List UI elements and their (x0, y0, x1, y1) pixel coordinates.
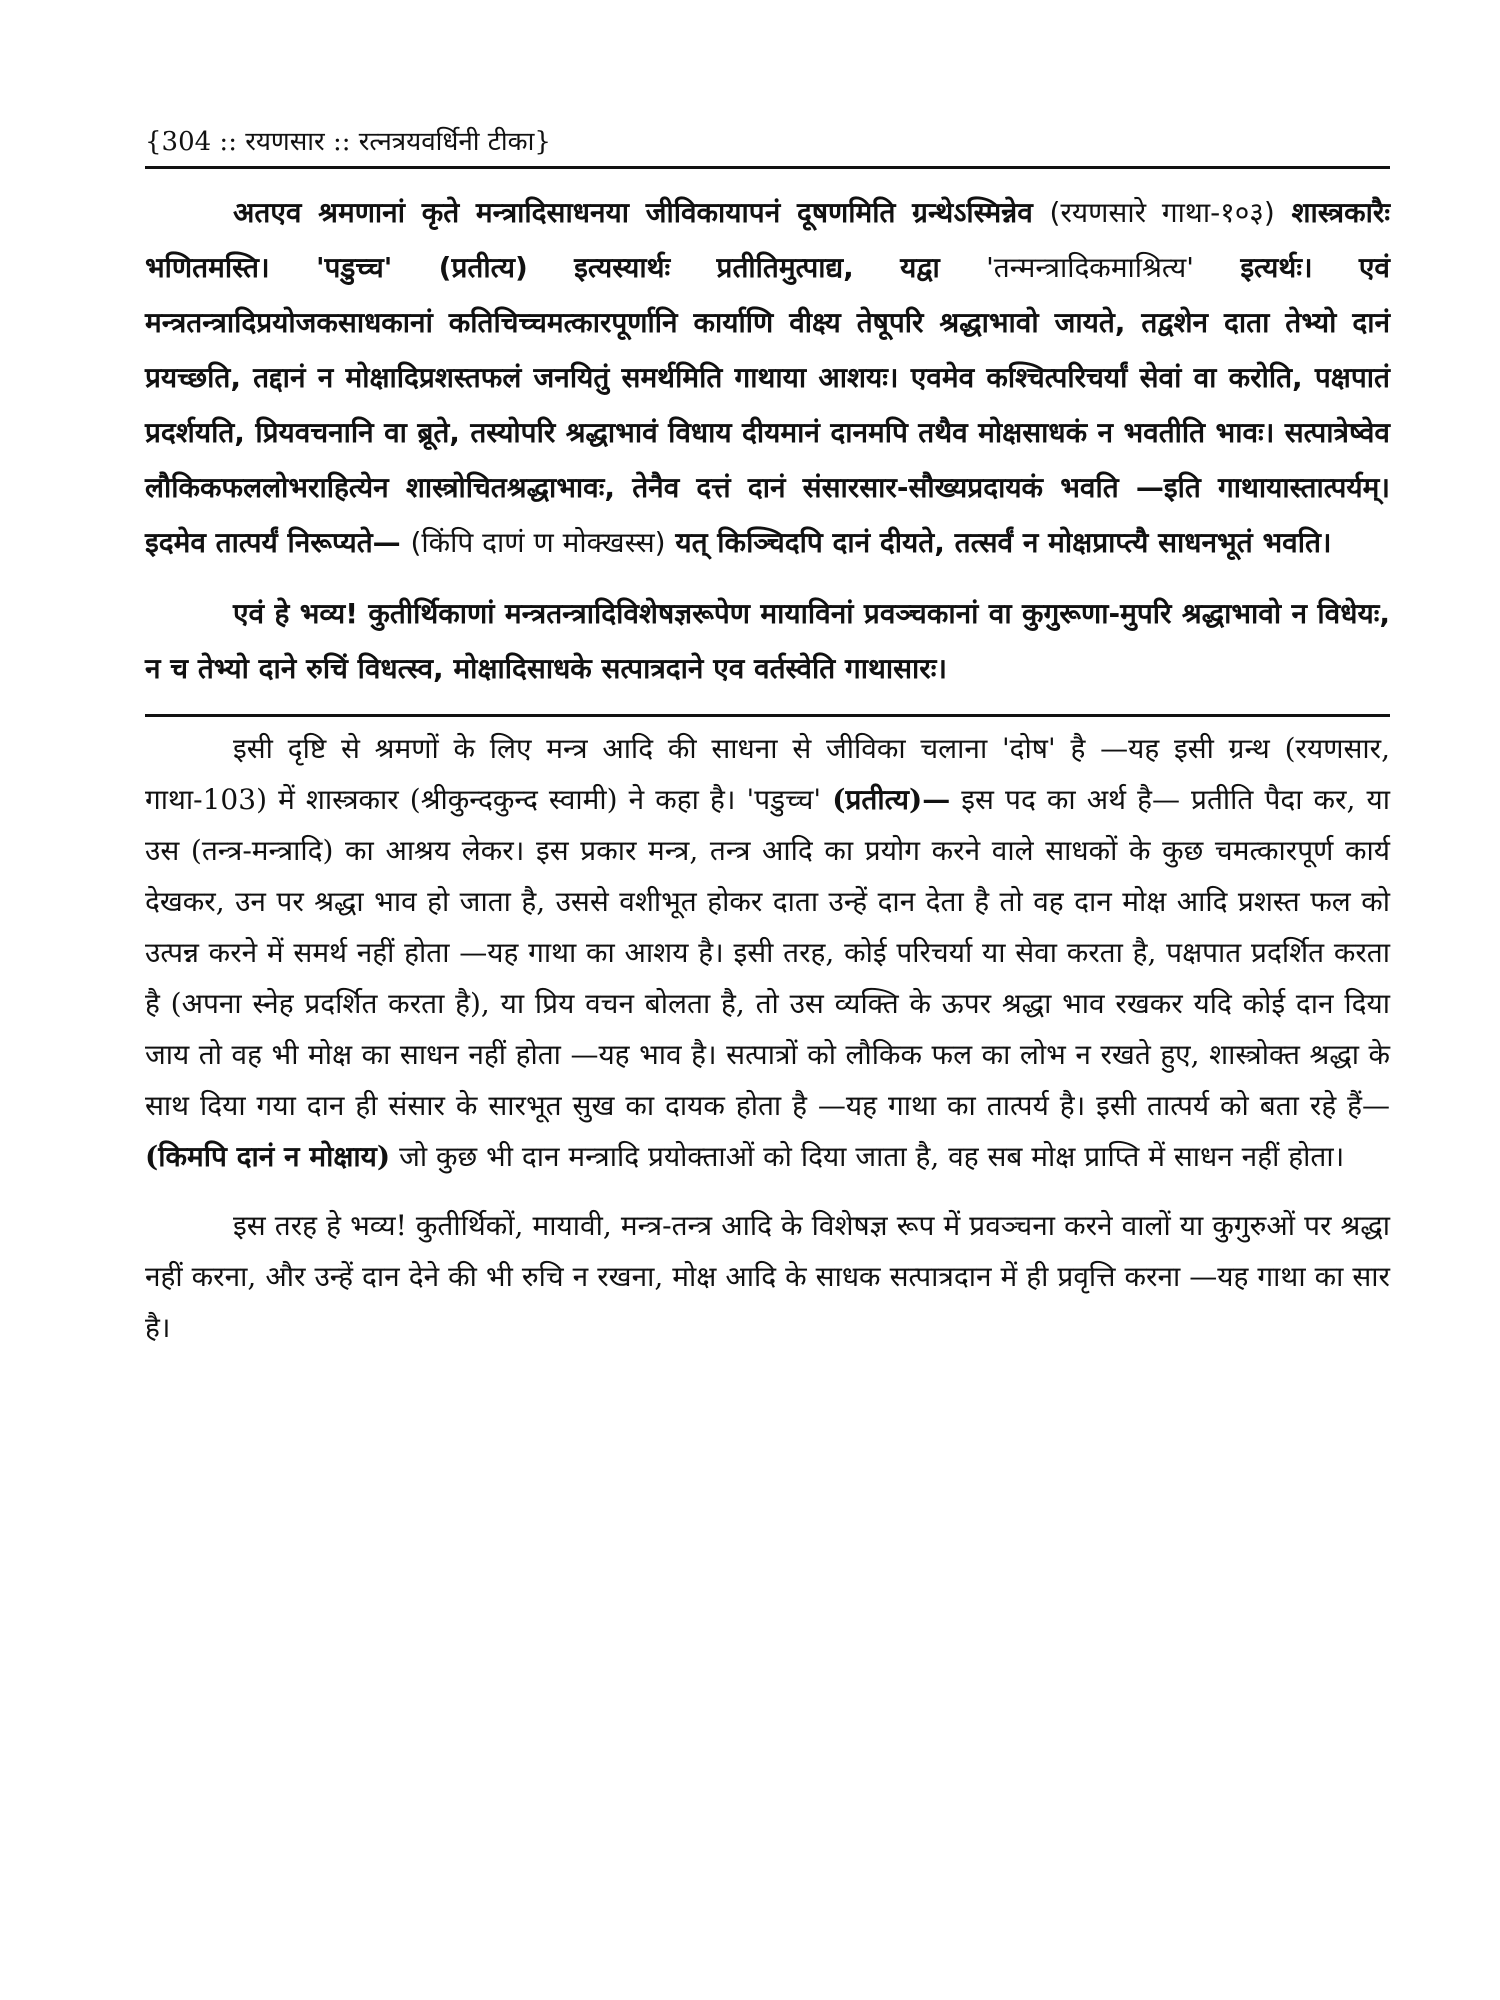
hindi-text: इस पद का अर्थ है— प्रतीति पैदा कर, या उस (तन्त्र-मन्त्रादि) का आश्रय लेकर। इस प्रकार मन्त्र, तन्त्र आदि का प्रयोग करने वाले साधकों के कुछ चमत्कारपूर्ण कार्य देखकर, उन पर श्रद्धा भाव हो जाता है, उससे वशीभूत होकर दाता उन्हें दान देता है तो वह दान मोक्ष आदि प्रशस्त फल को उत्पन्न करने में समर्थ नहीं होता —यह गाथा का आशय है। इसी तरह, कोई परिचर्या या सेवा करता है, पक्षपात प्रदर्शित करता है (अपना स्नेह प्रदर्शित करता है), या प्रिय वचन बोलता है, तो उस व्यक्ति के ऊपर श्रद्धा भाव रखकर यदि कोई दान दिया जाय तो वह भी मोक्ष का साधन नहीं होता —यह भाव है। सत्पात्रों को लौकिक फल का लोभ न रखते हुए, शास्त्रोक्त श्रद्धा के साथ दिया गया दान ही संसार के सारभूत सुख का दायक होता है —यह गाथा का तात्पर्य है। इसी तात्पर्य को बता रहे हैं— (145, 783, 1390, 1122)
section-rule (145, 714, 1390, 717)
sanskrit-quote: 'तन्मन्त्रादिकमाश्रित्य' (986, 251, 1194, 284)
hindi-translation-paragraph (145, 723, 1390, 1182)
header-rule (145, 166, 1390, 169)
sanskrit-text: अतएव श्रमणानां कृते मन्त्रादिसाधनया जीविकायापनं दूषणमिति ग्रन्थेऽस्मिन्नेव (233, 196, 1033, 229)
hindi-text: इसी दृष्टि से श्रमणों के लिए मन्त्र आदि की साधना से जीविका चलाना 'दोष' है —यह इसी ग्रन्थ (रयणसार, गाथा-103) में शास्त्रकार (श्रीकुन्दकुन्द स्वामी) ने कहा है। 'पडुच्च' (145, 732, 1390, 816)
sanskrit-reference: (रयणसारे गाथा-१०३) (1049, 196, 1275, 229)
sanskrit-summary-paragraph: एवं हे भव्य! कुतीर्थिकाणां मन्त्रतन्त्रादिविशेषज्ञरूपेण मायाविनां प्रवञ्चकानां वा कुगुरूणा-मुपरि श्रद्धाभावो न विधेयः, न च तेभ्यो दाने रुचिं विधत्स्व, मोक्षादिसाधके सत्पात्रदाने एव वर्तस्वेति गाथासारः। (145, 597, 1390, 685)
hindi-summary-paragraph: इस तरह हे भव्य! कुतीर्थिकों, मायावी, मन्त्र-तन्त्र आदि के विशेषज्ञ रूप में प्रवञ्चना करने वालों या कुगुरुओं पर श्रद्धा नहीं करना, और उन्हें दान देने की भी रुचि न रखना, मोक्ष आदि के साधक सत्पात्रदान में ही प्रवृत्ति करना —यह गाथा का सार है। (145, 1209, 1390, 1344)
sanskrit-text: इत्यर्थः। एवं मन्त्रतन्त्रादिप्रयोजकसाधकानां कतिचिच्चमत्कारपूर्णानि कार्याणि वीक्ष्य तेषूपरि श्रद्धाभावो जायते, तद्वशेन दाता तेभ्यो दानं प्रयच्छति, तद्दानं न मोक्षादिप्रशस्तफलं जनयितुं समर्थमिति गाथाया आशयः। एवमेव कश्चित्परिचर्यां सेवां वा करोति, पक्षपातं प्रदर्शयति, प्रियवचनानि वा ब्रूते, तस्योपरि श्रद्धाभावं विधाय दीयमानं दानमपि तथैव मोक्षसाधकं न भवतीति भावः। सत्पात्रेष्वेव लौकिकफललोभराहित्येन शास्त्रोचितश्रद्धाभावः, तेनैव दत्तं दानं संसारसार-सौख्यप्रदायकं भवति —इति गाथायास्तात्पर्यम्। इदमेव तात्पर्यं निरूप्यते— (145, 251, 1390, 559)
page-header: {304 :: रयणसार :: रत्नत्रयवर्धिनी टीका} (145, 127, 551, 157)
hindi-text: जो कुछ भी दान मन्त्रादि प्रयोक्ताओं को दिया जाता है, वह सब मोक्ष प्राप्ति में साधन नहीं होता। (399, 1140, 1345, 1173)
page (145, 122, 1390, 1353)
sanskrit-text: शास्त्रकारैः भणितमस्ति। 'पडुच्च' (प्रतीत्य) इत्यस्यार्थः प्रतीतिमुत्पाद्य, यद्वा (145, 196, 1391, 284)
prakrit-quote: (किंपि दाणं ण मोक्खस्स) (410, 526, 666, 559)
hindi-term: (किमपि दानं न मोक्षाय) (145, 1140, 391, 1173)
sanskrit-text: यत् किञ्चिदपि दानं दीयते, तत्सर्वं न मोक्षप्राप्त्यै साधनभूतं भवति। (675, 526, 1332, 559)
hindi-term: (प्रतीत्य)— (832, 783, 951, 816)
sanskrit-commentary-paragraph (145, 185, 1390, 570)
